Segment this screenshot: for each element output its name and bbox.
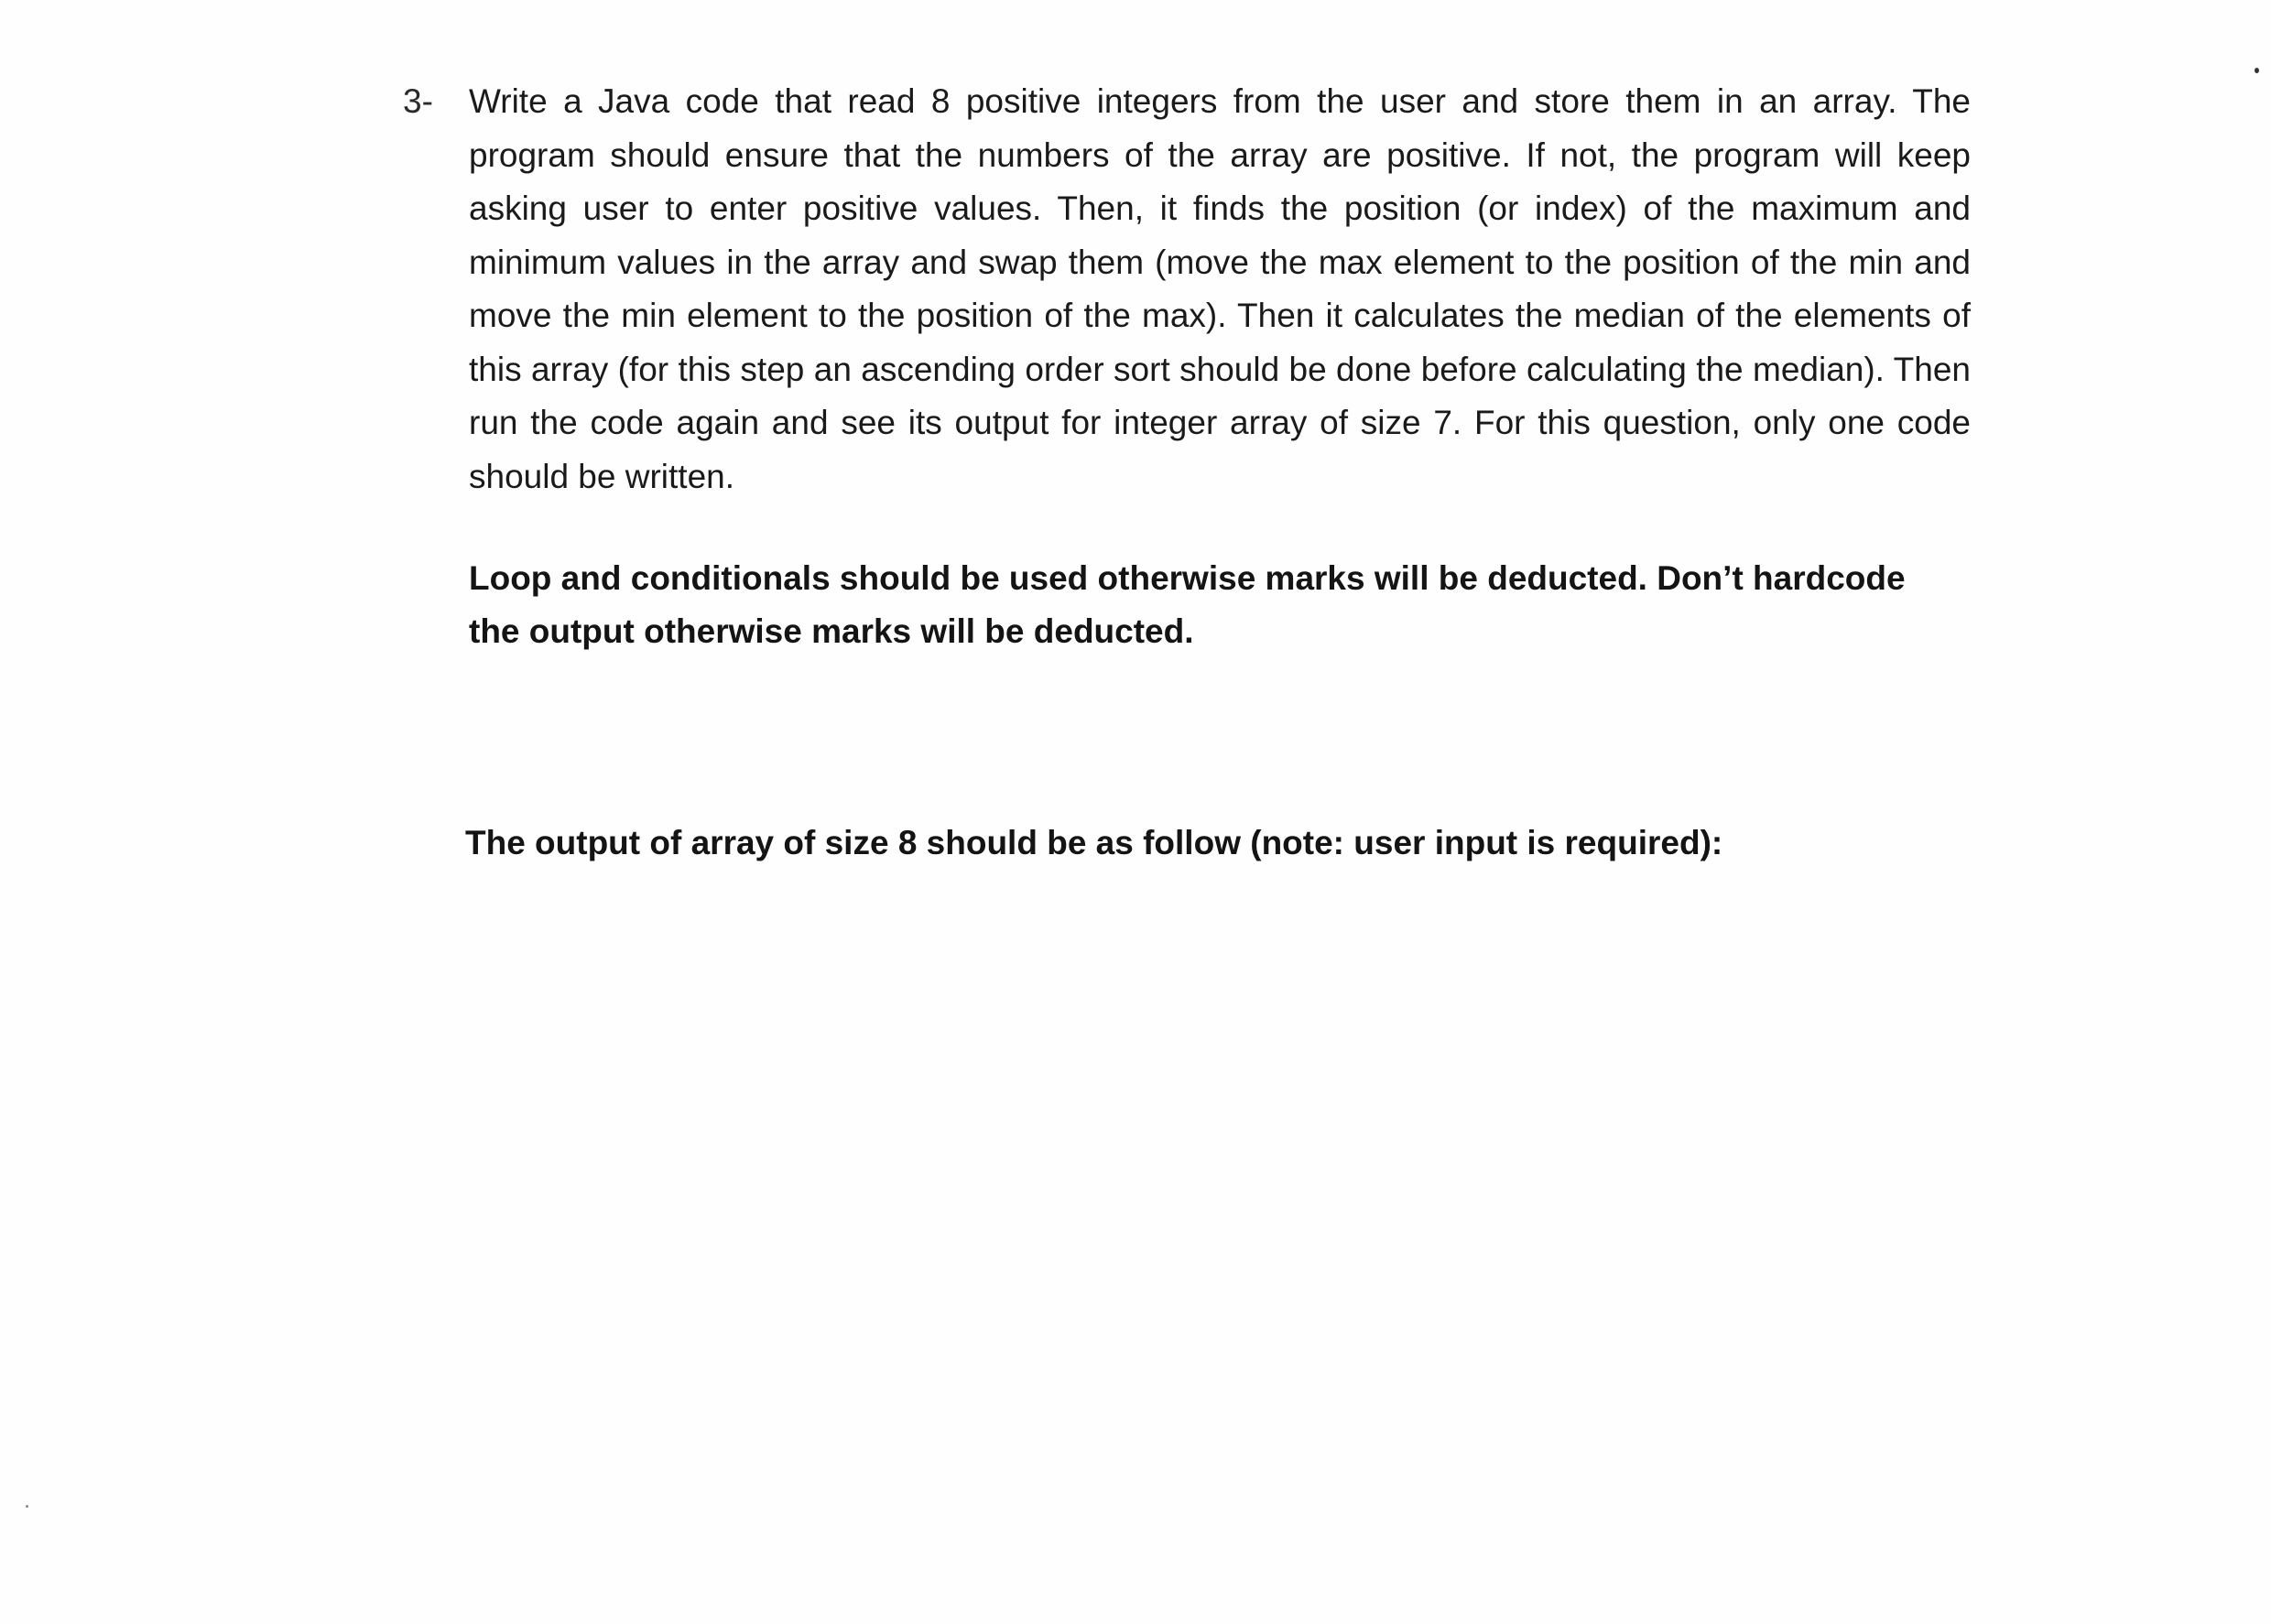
marking-note: Loop and conditionals should be used otherwise marks will be deducted. Don’t hardcode the output otherwise marks will be deducted. bbox=[469, 559, 1906, 650]
question-text: Write a Java code that read 8 positive integers from the user and store them in an array. The program should ensure that the numbers of the array are positive. If not, the program will keep asking user to enter positive values. Then, it finds the position (or index) of the maximum and minimum values in the array and swap them (move the max element to the position of the min and move the min element to the position of the max). Then it calculates the median of the elements of this array (for this step an ascending order sort should be done before calculating the median). Then run the code again and see its output for integer array of size 7. For this question, only one code should be written. bbox=[469, 82, 1971, 495]
scan-speck bbox=[26, 1505, 28, 1508]
scan-speck bbox=[2255, 68, 2259, 73]
question-number: 3- bbox=[403, 82, 433, 120]
output-heading: The output of array of size 8 should be as follow (note: user input is required): bbox=[465, 824, 1723, 861]
question-body bbox=[469, 75, 1971, 658]
